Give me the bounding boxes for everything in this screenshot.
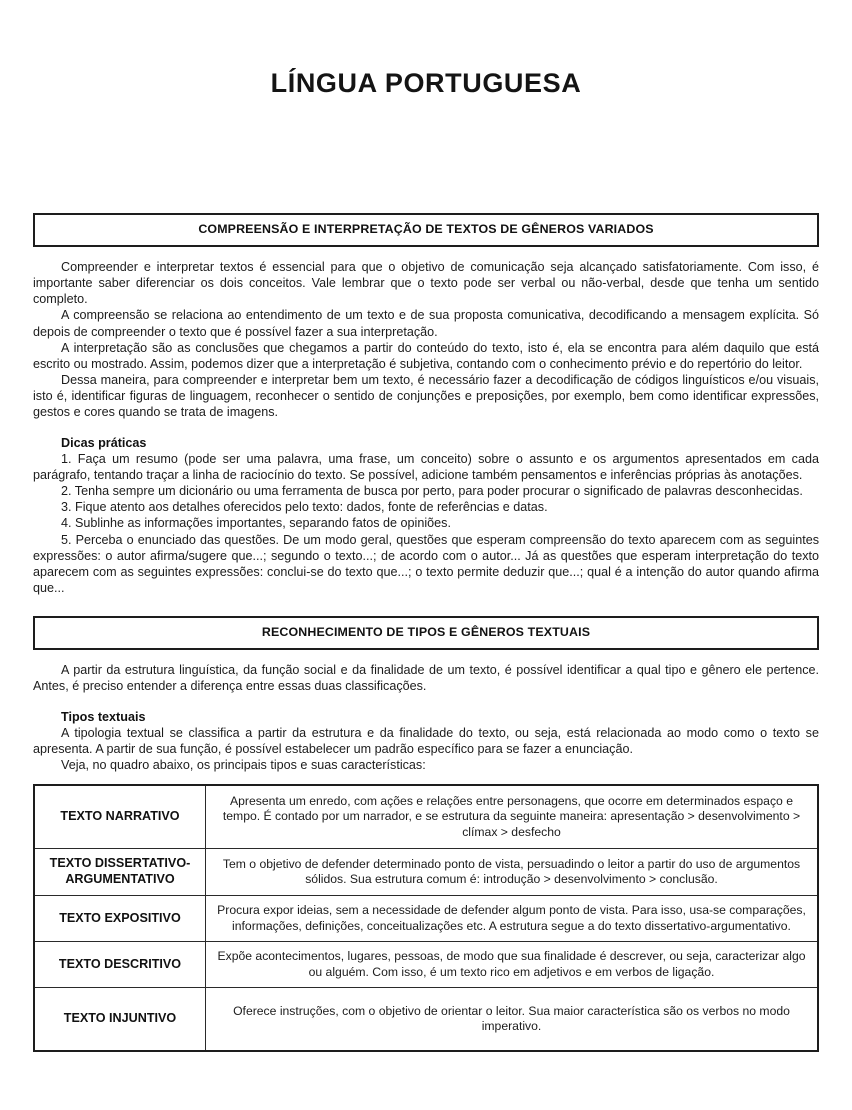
spacer: [33, 596, 819, 616]
subsection-heading-tipos-textuais: Tipos textuais: [61, 709, 146, 724]
section-header-tipos-generos: [33, 616, 819, 650]
paragraph: Compreender e interpretar textos é essencial para que o objetivo de comunicação seja alcançado satisfatoriamente. Com isso, é importante saber diferenciar os dois conceitos. Vale lembrar que o texto pode ser verbal ou não-verbal, desde que tenha um sentido completo.: [33, 259, 819, 307]
table-cell-type-description: Apresenta um enredo, com ações e relações entre personagens, que ocorre em determinados espaço e tempo. É contado por um narrador, e se estrutura da seguinte maneira: apresentação > desenvolvimento > clímax > desfecho: [206, 785, 819, 849]
text-types-table: [33, 784, 819, 1052]
tip-item: 4. Sublinhe as informações importantes, separando fatos de opiniões.: [61, 516, 451, 531]
table-cell-type-name: TEXTO DISSERTATIVO-ARGUMENTATIVO: [34, 849, 206, 896]
table-cell-type-description: Oferece instruções, com o objetivo de orientar o leitor. Sua maior característica são os verbos no modo imperativo.: [206, 988, 819, 1052]
spacer: [33, 421, 819, 435]
spacer: [33, 695, 819, 709]
tip-item: 5. Perceba o enunciado das questões. De um modo geral, questões que esperam compreensão do texto aparecem com as seguintes expressões: o autor afirma/sugere que...; segundo o texto...; de acordo com o autor... Já as questões que esperam interpretação do texto aparecem com as seguintes expressões: conclui-se do texto que...; o texto permite deduzir que...; qual é a intenção do autor quando afirma que...: [33, 532, 819, 596]
page-title: LÍNGUA PORTUGUESA: [270, 68, 582, 99]
paragraph: A interpretação são as conclusões que chegamos a partir do conteúdo do texto, isto é, ela se encontra para além daquilo que está escrito ou mostrado. Assim, podemos dizer que a interpretação é subjetiva, contando com o conhecimento prévio e do repertório do leitor.: [33, 340, 819, 371]
table-cell-type-name: TEXTO NARRATIVO: [34, 785, 206, 849]
tip-item: 3. Fique atento aos detalhes oferecidos pelo texto: dados, fonte de referências e datas.: [61, 500, 548, 515]
tip-item: 2. Tenha sempre um dicionário ou uma ferramenta de busca por perto, para poder procurar o significado de palavras desconhecidas.: [61, 484, 803, 499]
table-row: [34, 988, 818, 1052]
table-cell-type-name: TEXTO INJUNTIVO: [34, 988, 206, 1052]
paragraph: A partir da estrutura linguística, da função social e da finalidade de um texto, é possível identificar a qual tipo e gênero ele pertence. Antes, é preciso entender a diferença entre essas duas classificações.: [33, 663, 819, 694]
table-row: [34, 942, 818, 988]
section-header-comprehension: [33, 213, 819, 247]
table-cell-type-name: TEXTO DESCRITIVO: [34, 942, 206, 988]
paragraph: Dessa maneira, para compreender e interpretar bem um texto, é necessário fazer a decodificação de códigos linguísticos e/ou visuais, isto é, identificar figuras de linguagem, reconhecer o sentido de conjunções e preposições, por exemplo, bem como identificar expressões, gestos e cores quando se trata de imagens.: [33, 373, 819, 420]
table-cell-type-description: Procura expor ideias, sem a necessidade de defender algum ponto de vista. Para isso, usa-se comparações, informações, definições, conceitualizações etc. A estrutura segue a do texto dissertativo-argumentativo.: [206, 896, 819, 942]
table-row: [34, 896, 818, 942]
table-cell-type-name: TEXTO EXPOSITIVO: [34, 896, 206, 942]
table-cell-type-description: Expõe acontecimentos, lugares, pessoas, de modo que sua finalidade é descrever, ou seja, caracterizar algo ou alguém. Com isso, é um texto rico em adjetivos e em verbos de ligação.: [206, 942, 819, 988]
section-header-comprehension-label: COMPREENSÃO E INTERPRETAÇÃO DE TEXTOS DE GÊNEROS VARIADOS: [37, 217, 815, 243]
section-header-tipos-generos-label: RECONHECIMENTO DE TIPOS E GÊNEROS TEXTUAIS: [37, 620, 815, 646]
paragraph: A tipologia textual se classifica a partir da estrutura e da finalidade do texto, ou seja, está relacionada ao modo como o texto se apresenta. A partir de sua função, é possível estabelecer um padrão específico para se fazer a enunciação.: [33, 725, 819, 756]
paragraph: A compreensão se relaciona ao entendimento de um texto e de sua proposta comunicativa, decodificando a mensagem explícita. Só depois de compreender o texto que é possível fazer a sua interpretação.: [33, 308, 819, 339]
table-row: [34, 849, 818, 896]
tip-item: 1. Faça um resumo (pode ser uma palavra, uma frase, um conceito) sobre o assunto e os argumentos apresentados em cada parágrafo, tentando traçar a linha de raciocínio do texto. Se possível, adicione também pensamentos e inferências próprias às anotações.: [33, 451, 819, 482]
spacer: [33, 773, 819, 784]
table-row: [34, 785, 818, 849]
paragraph: Veja, no quadro abaixo, os principais tipos e suas características:: [61, 758, 426, 773]
table-cell-type-description: Tem o objetivo de defender determinado ponto de vista, persuadindo o leitor a partir do uso de argumentos sólidos. Sua estrutura comum é: introdução > desenvolvimento > conclusão.: [206, 849, 819, 896]
document-content: [33, 213, 819, 1052]
subsection-heading-dicas: Dicas práticas: [61, 435, 147, 450]
